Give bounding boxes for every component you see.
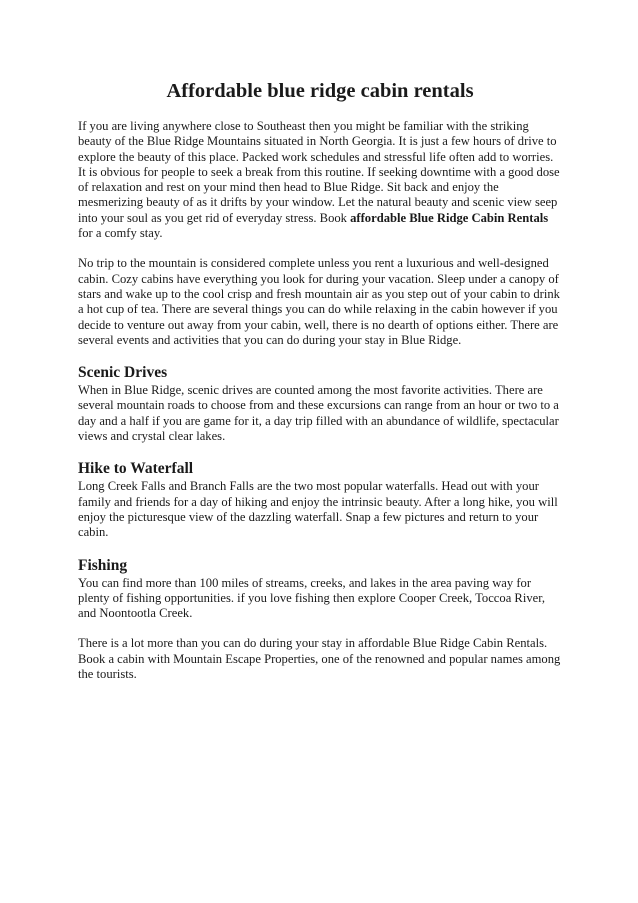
- intro-text-after: for a comfy stay.: [78, 226, 163, 241]
- section-body-fishing: You can find more than 100 miles of streams, creeks, and lakes in the area paving way for plenty of fishing opportunities. if you love fishing then explore Cooper Creek, Toccoa River, and Noontootla Creek.: [78, 575, 546, 621]
- section-heading-hike-to-waterfall: Hike to Waterfall: [78, 460, 194, 478]
- section-body-hike-to-waterfall: Long Creek Falls and Branch Falls are the two most popular waterfalls. Head out with your family and friends for a day of hiking and enjoy the intrinsic beauty. After a long hike, you will enjoy the picturesque view of the dazzling waterfall. Snap a few pictures and return to your cabin.: [78, 479, 558, 540]
- cabin-paragraph: No trip to the mountain is considered complete unless you rent a luxurious and well-designed cabin. Cozy cabins have everything you look for during your vacation. Sleep under a canopy of stars and wake up to the cool crisp and fresh mountain air as you step out of your cabin to drink a hot cup of tea. There are several things you can do while relaxing in the cabin however if you decide to venture out away from your cabin, well, there is no dearth of options either. There are several events and activities that you can do during your stay in Blue Ridge.: [78, 256, 560, 347]
- document-title: Affordable blue ridge cabin rentals: [166, 80, 474, 102]
- intro-paragraph: [78, 119, 562, 241]
- affordable-cabin-rentals-keyword: affordable Blue Ridge Cabin Rentals: [350, 210, 549, 225]
- closing-paragraph: There is a lot more than you can do during your stay in affordable Blue Ridge Cabin Rentals. Book a cabin with Mountain Escape Properties, one of the renowned and popular names among the tourists.: [78, 636, 561, 682]
- section-heading-fishing: Fishing: [78, 556, 128, 574]
- section-body-scenic-drives: When in Blue Ridge, scenic drives are counted among the most favorite activities. There are several mountain roads to choose from and these excursions can range from an hour or two to a day and a half if you are game for it, a day trip filled with an abundance of wildlife, spectacular views and crystal clear lakes.: [78, 383, 559, 444]
- section-heading-scenic-drives: Scenic Drives: [78, 364, 168, 382]
- intro-text-before: If you are living anywhere close to Southeast then you might be familiar with the striking beauty of the Blue Ridge Mountains situated in North Georgia. It is just a few hours of drive to explore the beauty of this place. Packed work schedules and stressful life often add to worries. It is obvious for people to seek a break from this routine. If seeking downtime with a good dose of relaxation and rest on your mind then head to Blue Ridge. Sit back and enjoy the mesmerizing beauty of as it drifts by your window. Let the natural beauty and scenic view seep into your soul as you get rid of everyday stress. Book: [78, 119, 560, 225]
